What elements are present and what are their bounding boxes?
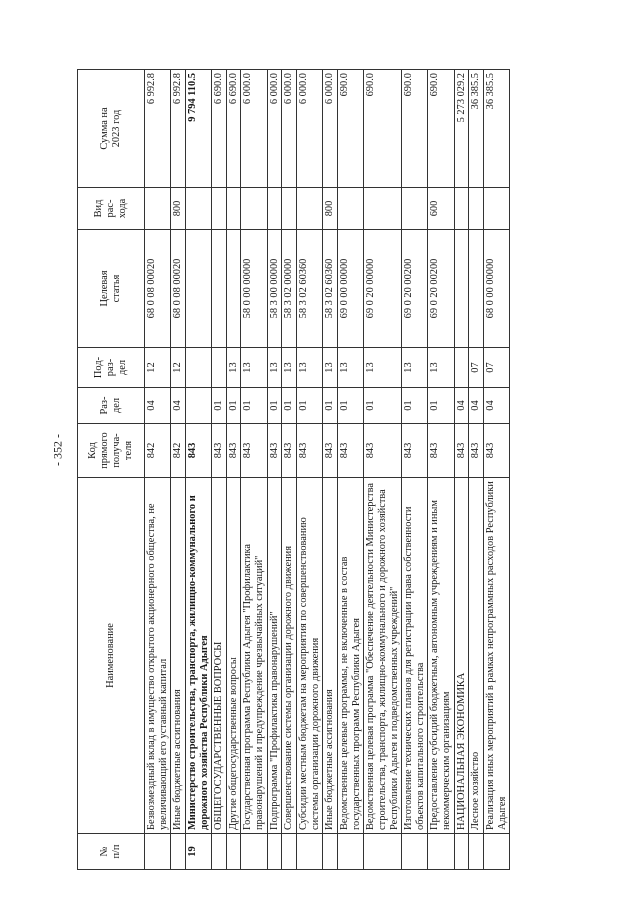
table-row xyxy=(323,70,338,870)
cell-type: 800 xyxy=(171,188,186,230)
cell-name: Безвозмездный вклад в имущество открытого акционерного общества, не увеличивающий его уставный капитал xyxy=(145,478,171,834)
cell-num xyxy=(145,834,171,870)
cell-target: 69 0 20 00000 xyxy=(364,230,402,348)
cell-name: Иные бюджетные ассигнования xyxy=(323,478,338,834)
header-code: Код прямого получа- теля xyxy=(78,424,145,478)
table-row xyxy=(212,70,227,870)
cell-num xyxy=(212,834,227,870)
cell-type xyxy=(484,188,510,230)
cell-code: 843 xyxy=(297,424,323,478)
cell-type xyxy=(297,188,323,230)
cell-type xyxy=(282,188,297,230)
cell-target: 69 0 00 00000 xyxy=(337,230,363,348)
cell-section: 01 xyxy=(267,388,282,424)
cell-section: 04 xyxy=(454,388,469,424)
cell-code: 843 xyxy=(323,424,338,478)
table-header-row xyxy=(78,70,145,870)
cell-sum: 36 385.5 xyxy=(484,70,510,188)
cell-name: Государственная программа Республики Адыгея "Профилактика правонарушений и предупреждение чрезвычайных ситуаций" xyxy=(241,478,267,834)
cell-num xyxy=(469,834,484,870)
cell-section: 04 xyxy=(145,388,171,424)
cell-subsection xyxy=(185,348,211,388)
cell-subsection: 13 xyxy=(337,348,363,388)
cell-section: 01 xyxy=(323,388,338,424)
cell-name: Предоставление субсидий бюджетным, автономным учреждениям и иным некоммерческим организациям xyxy=(428,478,454,834)
cell-code: 843 xyxy=(337,424,363,478)
cell-type: 600 xyxy=(428,188,454,230)
table-row xyxy=(469,70,484,870)
cell-section: 01 xyxy=(212,388,227,424)
cell-type xyxy=(364,188,402,230)
cell-type: 800 xyxy=(323,188,338,230)
cell-name: Министерство строительства, транспорта, жилищно-коммунального и дорожного хозяйства Республики Адыгея xyxy=(185,478,211,834)
cell-sum: 9 794 110.5 xyxy=(185,70,211,188)
cell-section: 01 xyxy=(241,388,267,424)
table-row xyxy=(241,70,267,870)
cell-target: 58 3 00 00000 xyxy=(267,230,282,348)
cell-sum: 6 690.0 xyxy=(212,70,227,188)
cell-code: 843 xyxy=(402,424,428,478)
cell-subsection xyxy=(212,348,227,388)
table-row xyxy=(484,70,510,870)
cell-subsection: 13 xyxy=(267,348,282,388)
cell-code: 843 xyxy=(241,424,267,478)
cell-subsection: 13 xyxy=(226,348,241,388)
header-name: Наименование xyxy=(78,478,145,834)
cell-subsection xyxy=(454,348,469,388)
table-row xyxy=(297,70,323,870)
cell-num: 19 xyxy=(185,834,211,870)
cell-subsection: 13 xyxy=(323,348,338,388)
cell-code: 843 xyxy=(454,424,469,478)
cell-target: 58 3 02 60360 xyxy=(323,230,338,348)
cell-type xyxy=(454,188,469,230)
cell-section: 04 xyxy=(484,388,510,424)
cell-target: 69 0 20 00200 xyxy=(428,230,454,348)
table-row xyxy=(337,70,363,870)
cell-num xyxy=(267,834,282,870)
table-row xyxy=(145,70,171,870)
header-target: Целевая статья xyxy=(78,230,145,348)
cell-section: 01 xyxy=(364,388,402,424)
header-num: № п/п xyxy=(78,834,145,870)
cell-num xyxy=(337,834,363,870)
cell-num xyxy=(297,834,323,870)
cell-name: НАЦИОНАЛЬНАЯ ЭКОНОМИКА xyxy=(454,478,469,834)
cell-num xyxy=(402,834,428,870)
cell-type xyxy=(145,188,171,230)
cell-subsection: 12 xyxy=(171,348,186,388)
page-number: - 352 - xyxy=(50,434,65,466)
cell-sum: 6 000.0 xyxy=(282,70,297,188)
cell-name: ОБЩЕГОСУДАРСТВЕННЫЕ ВОПРОСЫ xyxy=(212,478,227,834)
cell-name: Субсидии местным бюджетам на мероприятия по совершенствованию системы организации дорожного движения xyxy=(297,478,323,834)
header-subsection: Под- раз- дел xyxy=(78,348,145,388)
cell-code: 843 xyxy=(185,424,211,478)
cell-target xyxy=(454,230,469,348)
header-sum: Сумма на 2023 год xyxy=(78,70,145,188)
table-body xyxy=(145,70,510,870)
cell-code: 843 xyxy=(469,424,484,478)
cell-section: 04 xyxy=(469,388,484,424)
cell-num xyxy=(454,834,469,870)
table-row xyxy=(185,70,211,870)
cell-section: 01 xyxy=(337,388,363,424)
cell-num xyxy=(226,834,241,870)
table-row xyxy=(364,70,402,870)
cell-name: Другие общегосударственные вопросы xyxy=(226,478,241,834)
cell-num xyxy=(364,834,402,870)
cell-sum: 690.0 xyxy=(364,70,402,188)
cell-code: 843 xyxy=(282,424,297,478)
cell-type xyxy=(469,188,484,230)
cell-subsection: 07 xyxy=(469,348,484,388)
cell-target: 68 0 08 00020 xyxy=(171,230,186,348)
header-section: Раз- дел xyxy=(78,388,145,424)
cell-num xyxy=(323,834,338,870)
cell-target: 68 0 08 00020 xyxy=(145,230,171,348)
cell-target xyxy=(185,230,211,348)
cell-subsection: 13 xyxy=(428,348,454,388)
budget-table xyxy=(77,69,510,870)
cell-name: Лесное хозяйство xyxy=(469,478,484,834)
cell-type xyxy=(337,188,363,230)
cell-subsection: 13 xyxy=(241,348,267,388)
cell-num xyxy=(428,834,454,870)
cell-sum: 6 992.8 xyxy=(145,70,171,188)
cell-sum: 6 690.0 xyxy=(226,70,241,188)
cell-section: 01 xyxy=(402,388,428,424)
table-row xyxy=(454,70,469,870)
cell-section xyxy=(185,388,211,424)
cell-num xyxy=(241,834,267,870)
cell-name: Подпрограмма "Профилактика правонарушений" xyxy=(267,478,282,834)
cell-sum: 6 000.0 xyxy=(267,70,282,188)
cell-section: 04 xyxy=(171,388,186,424)
cell-section: 01 xyxy=(297,388,323,424)
cell-type xyxy=(241,188,267,230)
cell-code: 843 xyxy=(212,424,227,478)
cell-num xyxy=(171,834,186,870)
rotated-table-container xyxy=(77,70,552,870)
table-row xyxy=(282,70,297,870)
cell-name: Иные бюджетные ассигнования xyxy=(171,478,186,834)
table-row xyxy=(171,70,186,870)
cell-target xyxy=(226,230,241,348)
cell-num xyxy=(484,834,510,870)
cell-target: 58 3 02 60360 xyxy=(297,230,323,348)
table-row xyxy=(267,70,282,870)
cell-code: 843 xyxy=(226,424,241,478)
cell-subsection: 13 xyxy=(297,348,323,388)
cell-sum: 6 992.8 xyxy=(171,70,186,188)
cell-code: 842 xyxy=(145,424,171,478)
header-type: Вид рас- хода xyxy=(78,188,145,230)
cell-code: 842 xyxy=(171,424,186,478)
cell-target: 58 0 00 00000 xyxy=(241,230,267,348)
cell-type xyxy=(185,188,211,230)
cell-sum: 690.0 xyxy=(337,70,363,188)
cell-target xyxy=(469,230,484,348)
cell-section: 01 xyxy=(428,388,454,424)
cell-type xyxy=(212,188,227,230)
cell-name: Изготовление технических планов для регистрации права собственности объектов капитального строительства xyxy=(402,478,428,834)
cell-type xyxy=(267,188,282,230)
cell-name: Ведомственная целевая программа "Обеспечение деятельности Министерства строительства, транспорта, жилищно-коммунального и дорожного хозяйства Республики Адыгея и подведомственных учреждений" xyxy=(364,478,402,834)
cell-subsection: 13 xyxy=(282,348,297,388)
cell-target xyxy=(212,230,227,348)
cell-sum: 690.0 xyxy=(428,70,454,188)
cell-target: 58 3 02 00000 xyxy=(282,230,297,348)
cell-code: 843 xyxy=(484,424,510,478)
cell-num xyxy=(282,834,297,870)
cell-subsection: 12 xyxy=(145,348,171,388)
cell-sum: 6 000.0 xyxy=(297,70,323,188)
cell-name: Ведомственные целевые программы, не включенные в состав государственных программ Республики Адыгея xyxy=(337,478,363,834)
cell-subsection: 13 xyxy=(402,348,428,388)
table-row xyxy=(402,70,428,870)
cell-name: Совершенствование системы организации дорожного движения xyxy=(282,478,297,834)
cell-sum: 690.0 xyxy=(402,70,428,188)
cell-target: 68 0 00 00000 xyxy=(484,230,510,348)
cell-subsection: 13 xyxy=(364,348,402,388)
cell-code: 843 xyxy=(428,424,454,478)
cell-subsection: 07 xyxy=(484,348,510,388)
cell-target: 69 0 20 00200 xyxy=(402,230,428,348)
cell-sum: 6 000.0 xyxy=(323,70,338,188)
table-row xyxy=(428,70,454,870)
cell-section: 01 xyxy=(226,388,241,424)
cell-type xyxy=(402,188,428,230)
cell-sum: 5 273 029.2 xyxy=(454,70,469,188)
cell-name: Реализация иных мероприятий в рамках непрограммных расходов Республики Адыгея xyxy=(484,478,510,834)
cell-type xyxy=(226,188,241,230)
table-row xyxy=(226,70,241,870)
cell-sum: 36 385.5 xyxy=(469,70,484,188)
cell-section: 01 xyxy=(282,388,297,424)
cell-code: 843 xyxy=(364,424,402,478)
cell-sum: 6 000.0 xyxy=(241,70,267,188)
cell-code: 843 xyxy=(267,424,282,478)
